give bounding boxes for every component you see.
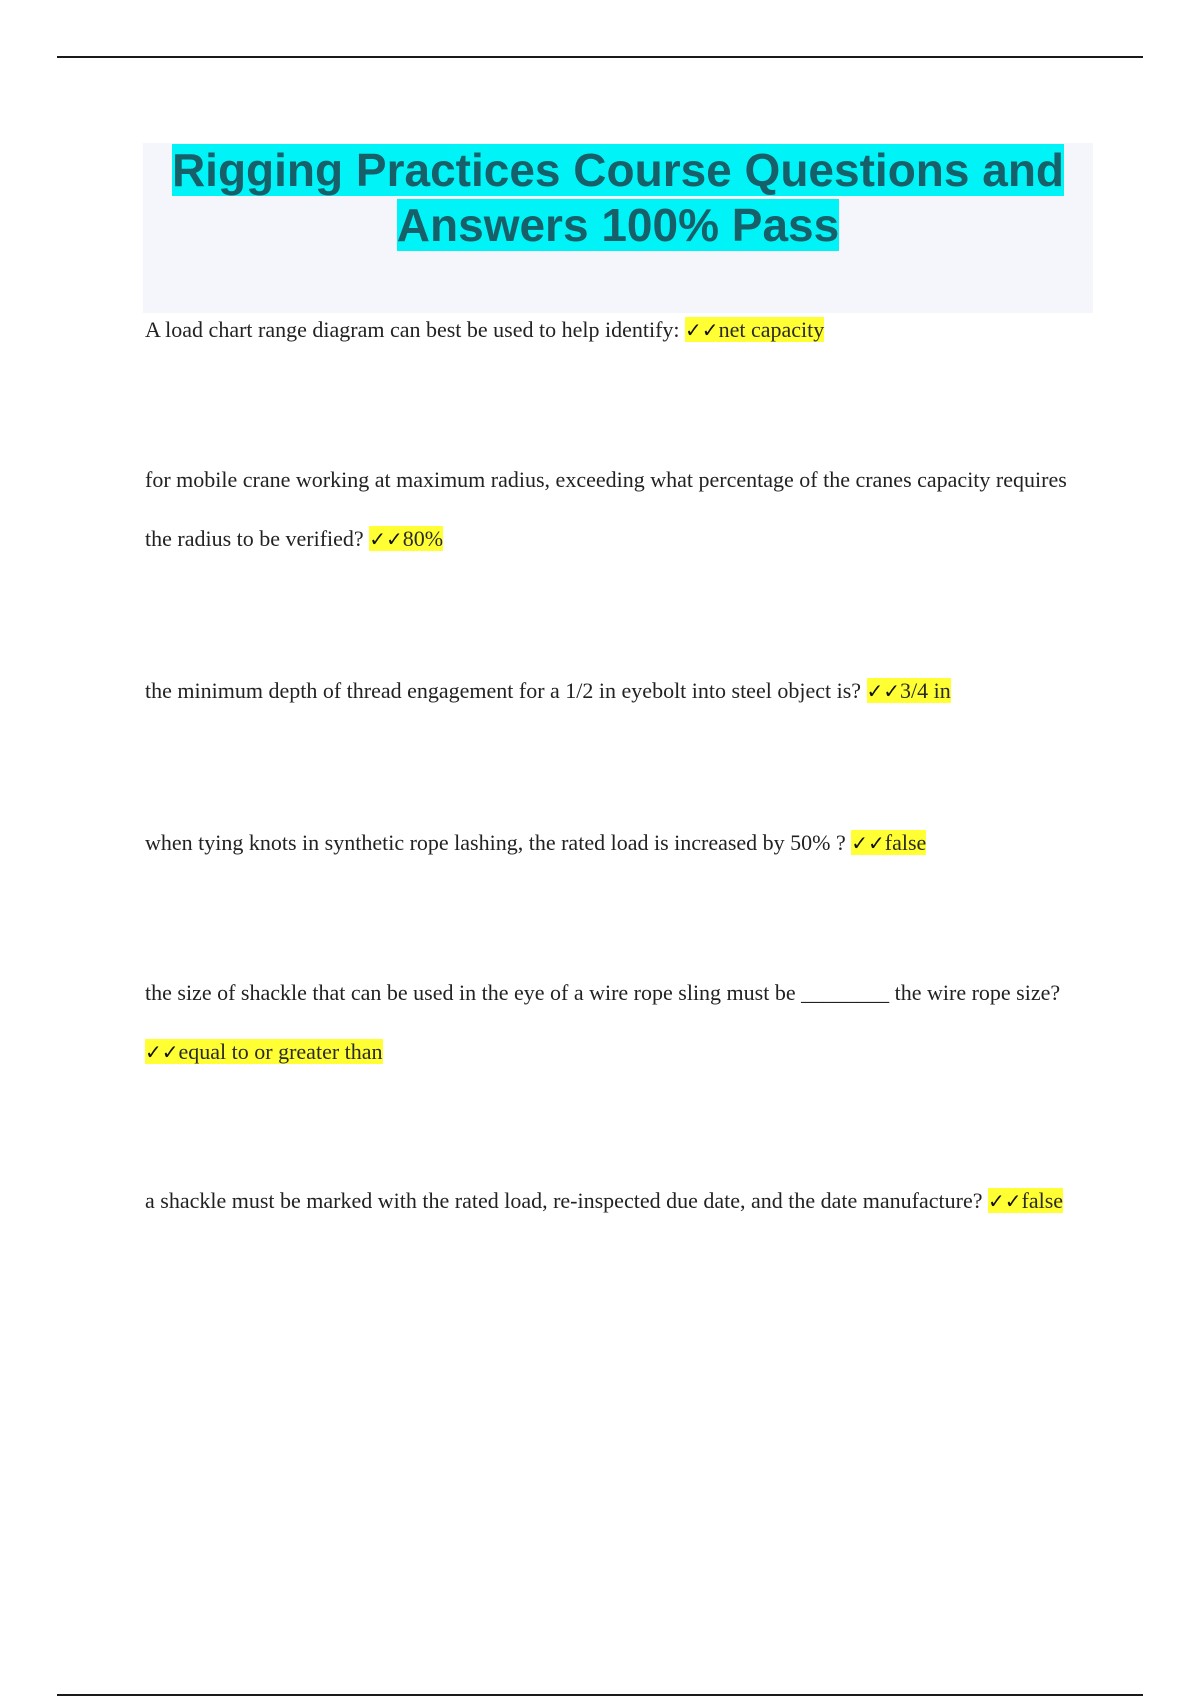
double-check-icon: ✓✓: [369, 527, 403, 551]
answer-text: 80%: [402, 526, 444, 551]
qa-item-6: [145, 1171, 1095, 1231]
footer-rule: [57, 1694, 1143, 1696]
title-block: [143, 143, 1093, 313]
answer-text: equal to or greater than: [178, 1039, 383, 1064]
question-text: the minimum depth of thread engagement for a 1/2 in eyebolt into steel object is?: [145, 678, 867, 703]
answer-highlight: [369, 526, 443, 551]
header-rule: [57, 56, 1143, 58]
double-check-icon: ✓✓: [987, 1189, 1022, 1213]
qa-item-2: [145, 450, 1095, 569]
double-check-icon: ✓✓: [851, 831, 885, 855]
qa-item-1: [145, 300, 1095, 360]
double-check-icon: ✓✓: [145, 1040, 179, 1064]
double-check-icon: ✓✓: [866, 679, 901, 703]
qa-item-4: [145, 813, 1095, 873]
question-text: for mobile crane working at maximum radius, exceeding what percentage of the cranes capacity requires the radius to be verified?: [145, 467, 1067, 551]
answer-text: 3/4 in: [900, 678, 951, 703]
qa-item-5: [145, 963, 1095, 1082]
answer-text: false: [884, 830, 927, 855]
answer-highlight: [145, 1039, 383, 1064]
answer-highlight: [988, 1188, 1063, 1213]
answer-highlight: [685, 317, 824, 342]
qa-item-3: [145, 661, 1095, 721]
answer-text: false: [1021, 1188, 1064, 1213]
question-text: when tying knots in synthetic rope lashing, the rated load is increased by 50% ?: [145, 830, 852, 855]
question-text: the size of shackle that can be used in the eye of a wire rope sling must be ________ the wire rope size?: [145, 980, 1061, 1005]
answer-highlight: [851, 830, 926, 855]
document-title: [143, 143, 1093, 253]
answer-text: net capacity: [718, 317, 825, 342]
question-text: A load chart range diagram can best be used to help identify:: [145, 317, 686, 342]
title-text: Rigging Practices Course Questions and Answers 100% Pass: [171, 144, 1065, 251]
double-check-icon: ✓✓: [685, 318, 719, 342]
answer-highlight: [867, 678, 951, 703]
question-text: a shackle must be marked with the rated load, re-inspected due date, and the date manufacture?: [145, 1188, 988, 1213]
